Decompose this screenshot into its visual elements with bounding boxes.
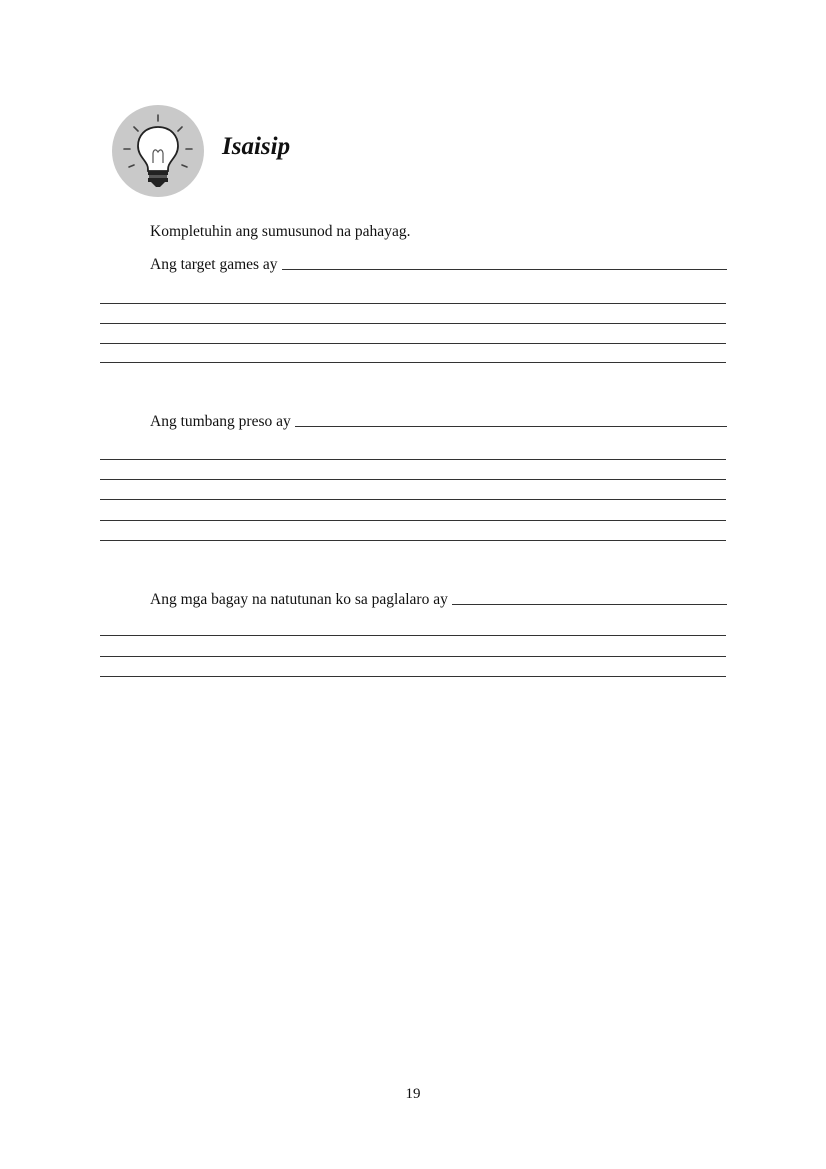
prompt-label: Ang target games ay [150, 256, 278, 273]
prompt-label: Ang mga bagay na natutunan ko sa paglalaro ay [150, 591, 448, 608]
answer-blank[interactable] [282, 269, 727, 270]
instruction-text: Kompletuhin ang sumusunod na pahayag. [150, 223, 411, 240]
page-number: 19 [405, 1086, 421, 1102]
prompt-label: Ang tumbang preso ay [150, 413, 291, 430]
answer-line[interactable] [100, 540, 726, 541]
prompt-natutunan [150, 587, 727, 609]
answer-line[interactable] [100, 520, 726, 521]
answer-line[interactable] [100, 635, 726, 636]
answer-line[interactable] [100, 323, 726, 324]
answer-line[interactable] [100, 362, 726, 363]
answer-line[interactable] [100, 459, 726, 460]
answer-blank[interactable] [295, 426, 727, 427]
answer-line[interactable] [100, 499, 726, 500]
answer-line[interactable] [100, 303, 726, 304]
lightbulb-icon [112, 105, 204, 197]
answer-blank[interactable] [452, 604, 727, 605]
prompt-tumbang-preso [150, 409, 727, 431]
answer-line[interactable] [100, 676, 726, 677]
answer-line[interactable] [100, 343, 726, 344]
answer-line[interactable] [100, 656, 726, 657]
prompt-target-games [150, 252, 727, 274]
section-title: Isaisip [222, 133, 291, 160]
answer-line[interactable] [100, 479, 726, 480]
